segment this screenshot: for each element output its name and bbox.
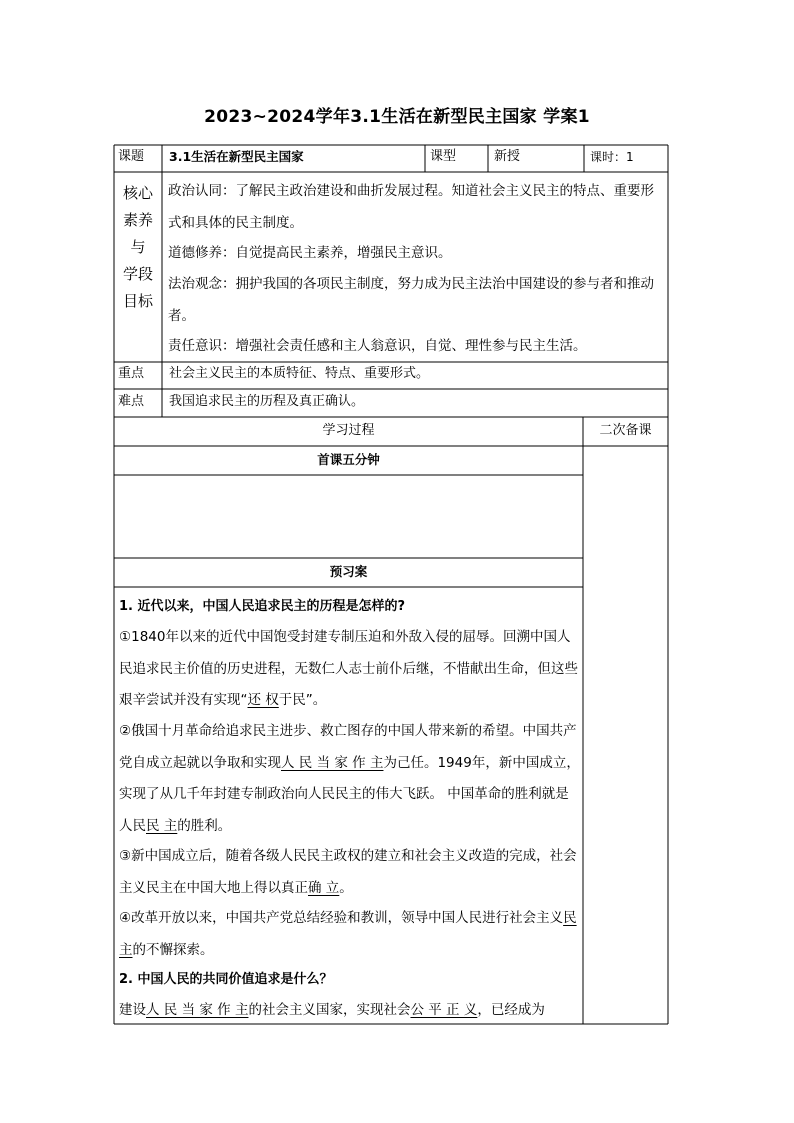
answer-text: 的不懈探索。: [132, 941, 214, 958]
answer-blank: 人 民 当 家 作 主: [146, 1002, 249, 1018]
backup-header: 二次备课: [599, 423, 652, 438]
answer-text: 建设: [119, 1002, 146, 1018]
topic-label: 课题: [118, 149, 145, 164]
answer-blank: 还 权: [247, 692, 279, 708]
topic-value: 3.1生活在新型民主国家: [169, 149, 304, 164]
core-label-line: 与: [130, 238, 146, 256]
period-label: 课时：1: [590, 150, 634, 164]
answer-text: ③新中国成立后，随着各级人民民主政权的建立和社会主义改造的完成，社会主义民主在中国大地上得以真正: [119, 848, 577, 896]
answer-blank: 民 主: [146, 817, 178, 834]
difficult-point-text: 我国追求民主的历程及真正确认。: [169, 394, 365, 409]
answer-paragraph-4: [119, 903, 580, 966]
core-item-law: 法治观念：拥护我国的各项民主制度，努力成为民主法治中国建设的参与者和推动者。: [168, 276, 654, 324]
answer-blank: 确 立: [308, 879, 340, 896]
answer-text: ①1840年以来的近代中国饱受封建专制压迫和外敌入侵的屈辱。回溯中国人民追求民主价值的历史进程，无数仁人志士前仆后继，不惜献出生命，但这些艰辛尝试并没有实现“: [119, 629, 578, 708]
core-label-line: 素养: [122, 211, 153, 229]
answer-blank: 人 民 当 家 作 主: [281, 754, 384, 771]
core-item-political: 政治认同：了解民主政治建设和曲折发展过程。知道社会主义民主的特点、重要形式和具体的民主制度。: [168, 183, 654, 231]
answer-text: 为己任。1949年，新中国成立，实现了从几千年封建专制政治向人民民主的伟大飞跃。 中国革命的胜利就是人民: [119, 754, 580, 834]
question-1: 1. 近代以来，中国人民追求民主的历程是怎样的?: [119, 599, 406, 614]
core-item-moral: 道德修养：自觉提高民主素养，增强民主意识。: [168, 245, 452, 261]
answer-text: ，已经成为: [477, 1002, 545, 1018]
answer-paragraph-1: [119, 622, 580, 717]
answer-text: 的社会主义国家，实现社会: [248, 1002, 411, 1018]
answer-text: ④改革开放以来，中国共产党总结经验和教训，领导中国人民进行社会主义: [119, 910, 564, 926]
core-label-line: 核心: [122, 184, 153, 202]
page-title: 2023~2024学年3.1生活在新型民主国家 学案1: [204, 107, 590, 127]
question-2: 2. 中国人民的共同价值追求是什么？: [119, 972, 333, 987]
answer-text: 于民”。: [278, 692, 327, 708]
answer-blank: 公 平 正 义: [410, 1002, 478, 1018]
first-five-minutes: 首课五分钟: [317, 452, 380, 467]
core-label-line: 学段: [122, 265, 153, 283]
type-label: 课型: [430, 149, 457, 164]
core-label-line: 目标: [122, 292, 153, 310]
answer-blank: 民 主: [119, 910, 577, 958]
preview-section: 预习案: [329, 564, 368, 579]
difficult-point-label: 难点: [118, 394, 145, 409]
process-header: 学习过程: [322, 423, 375, 438]
core-label: [118, 180, 158, 315]
answer-paragraph-3: [119, 841, 580, 904]
answer-paragraph-5: [119, 995, 580, 1027]
answer-paragraph-2: [119, 716, 580, 842]
answer-text: 的胜利。: [177, 817, 232, 834]
key-point-label: 重点: [118, 366, 145, 381]
key-point-text: 社会主义民主的本质特征、特点、重要形式。: [169, 366, 430, 381]
type-value: 新授: [494, 149, 521, 164]
answer-text: 。: [339, 879, 353, 896]
answer-text: ②俄国十月革命给追求民主进步、救亡图存的中国人带来新的希望。中国共产党自成立起就以争取和实现: [119, 723, 577, 771]
core-item-responsibility: 责任意识：增强社会责任感和主人翁意识，自觉、理性参与民主生活。: [168, 338, 587, 354]
